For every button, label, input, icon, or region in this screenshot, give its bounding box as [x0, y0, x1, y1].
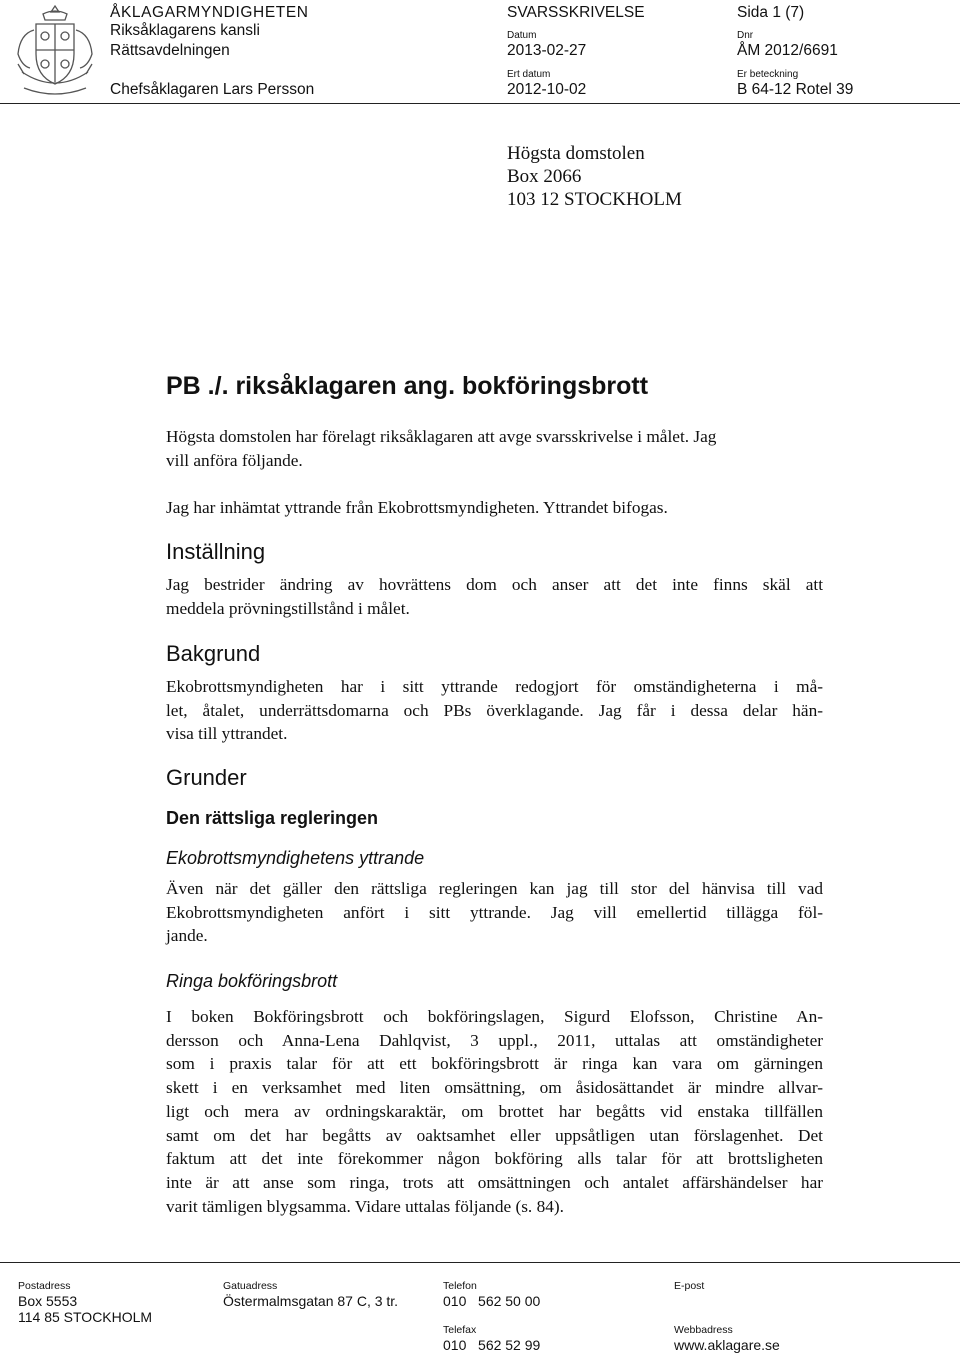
er-beteckning-label: Er beteckning: [737, 69, 799, 80]
agency-crest-logo: [10, 2, 100, 102]
recipient-line-2: Box 2066: [507, 166, 582, 187]
subheading-regleringen: Den rättsliga regleringen: [166, 808, 379, 828]
paragraph-line: ligt och mera av ordningskaraktär, om brottet har begåtts vid enstaka tillfällen: [166, 1101, 823, 1121]
paragraph-line: Ekobrottsmyndigheten anfört i sitt yttrande. Jag vill emellertid tillägga föl-: [166, 902, 823, 922]
paragraph-line: Jag har inhämtat yttrande från Ekobrottsmyndigheten. Yttrandet bifogas.: [166, 498, 668, 517]
gatuadress-label: Gatuadress: [223, 1280, 278, 1292]
postadress-line-1: Box 5553: [18, 1293, 78, 1309]
paragraph-line: som i praxis talar för att ett bokföringsbrott är ringa kan vara om gärningen: [166, 1054, 823, 1074]
recipient-line-3: 103 12 STOCKHOLM: [507, 189, 682, 210]
telefon-value: 010 562 50 00: [443, 1293, 541, 1309]
intro-paragraph-2: [166, 496, 823, 520]
paragraph-line: varit tämligen blygsamma. Vidare uttalas följande (s. 84).: [166, 1196, 564, 1216]
intro-paragraph: [166, 425, 823, 472]
crest-icon: [10, 2, 100, 102]
dnr-value: ÅM 2012/6691: [737, 42, 838, 59]
paragraph-line: skett i en verksamhet med liten omsättning, om åsidosättandet är mindre allvar-: [166, 1078, 823, 1098]
webbadress-link[interactable]: www.aklagare.se: [674, 1337, 780, 1353]
document-type: SVARSSKRIVELSE: [507, 4, 645, 21]
ert-datum-label: Ert datum: [507, 69, 551, 80]
section-heading-grunder: Grunder: [166, 765, 247, 790]
paragraph-line: samt om det har begåtts av oaktsamhet eller uppsåtligen utan förslagenhet. Det: [166, 1125, 823, 1145]
subheading-ringa: Ringa bokföringsbrott: [166, 971, 338, 991]
author-name: Chefsåklagaren Lars Persson: [110, 81, 315, 98]
installning-paragraph: [166, 573, 823, 620]
bakgrund-paragraph: [166, 675, 823, 746]
agency-name: ÅKLAGARMYNDIGHETEN: [110, 4, 309, 21]
er-beteckning-value: B 64-12 Rotel 39: [737, 81, 854, 98]
paragraph-line: I boken Bokföringsbrott och bokföringslagen, Sigurd Elofsson, Christine An-: [166, 1007, 823, 1026]
case-title: PB ./. riksåklagaren ang. bokföringsbrott: [166, 372, 649, 400]
datum-value: 2013-02-27: [507, 42, 587, 59]
recipient-line-1: Högsta domstolen: [507, 143, 645, 164]
gatuadress-value: Östermalmsgatan 87 C, 3 tr.: [223, 1293, 399, 1309]
header-divider: [0, 103, 960, 104]
postadress-line-2: 114 85 STOCKHOLM: [18, 1309, 153, 1325]
ringa-paragraph: [166, 1005, 823, 1218]
paragraph-line: dersson och Anna-Lena Dahlqvist, 3 uppl., 2011, uttalas att omständigheter: [166, 1030, 823, 1050]
paragraph-line: Högsta domstolen har förelagt riksåklagaren att avge svarsskrivelse i målet. Jag: [166, 427, 717, 446]
paragraph-line: faktum att det inte förekommer någon bokföring alls talar för att brottsligheten: [166, 1149, 823, 1169]
telefax-label: Telefax: [443, 1324, 477, 1336]
datum-label: Datum: [507, 30, 537, 41]
unit-name-1: Riksåklagarens kansli: [110, 22, 260, 39]
epost-label: E-post: [674, 1280, 705, 1292]
unit-name-2: Rättsavdelningen: [110, 42, 230, 59]
paragraph-line: visa till yttrandet.: [166, 724, 288, 744]
section-heading-installning: Inställning: [166, 539, 266, 564]
footer-divider: [0, 1262, 960, 1263]
dnr-label: Dnr: [737, 30, 754, 41]
telefon-label: Telefon: [443, 1280, 477, 1292]
paragraph-line: Även när det gäller den rättsliga regleringen kan jag till stor del hänvisa till vad: [166, 879, 823, 898]
paragraph-line: jande.: [166, 926, 208, 946]
paragraph-line: vill anföra följande.: [166, 450, 303, 470]
subheading-eko-yttrande: Ekobrottsmyndighetens yttrande: [166, 848, 425, 868]
paragraph-line: let, åtalet, underrättsdomarna och PBs överklagande. Jag får i dessa delar hän-: [166, 700, 823, 720]
paragraph-line: inte är att anse som ringa, trots att omsättningen och antalet affärshändelser har: [166, 1172, 823, 1192]
postadress-label: Postadress: [18, 1280, 71, 1292]
paragraph-line: Ekobrottsmyndigheten har i sitt yttrande redogjort för omständigheterna i må-: [166, 677, 823, 696]
page-number: Sida 1 (7): [737, 4, 805, 21]
paragraph-line: meddela prövningstillstånd i målet.: [166, 598, 410, 618]
eko-paragraph: [166, 877, 823, 948]
webbadress-label: Webbadress: [674, 1324, 733, 1336]
ert-datum-value: 2012-10-02: [507, 81, 587, 98]
section-heading-bakgrund: Bakgrund: [166, 641, 261, 666]
paragraph-line: Jag bestrider ändring av hovrättens dom och anser att det inte finns skäl att: [166, 575, 823, 594]
telefax-value: 010 562 52 99: [443, 1337, 541, 1353]
